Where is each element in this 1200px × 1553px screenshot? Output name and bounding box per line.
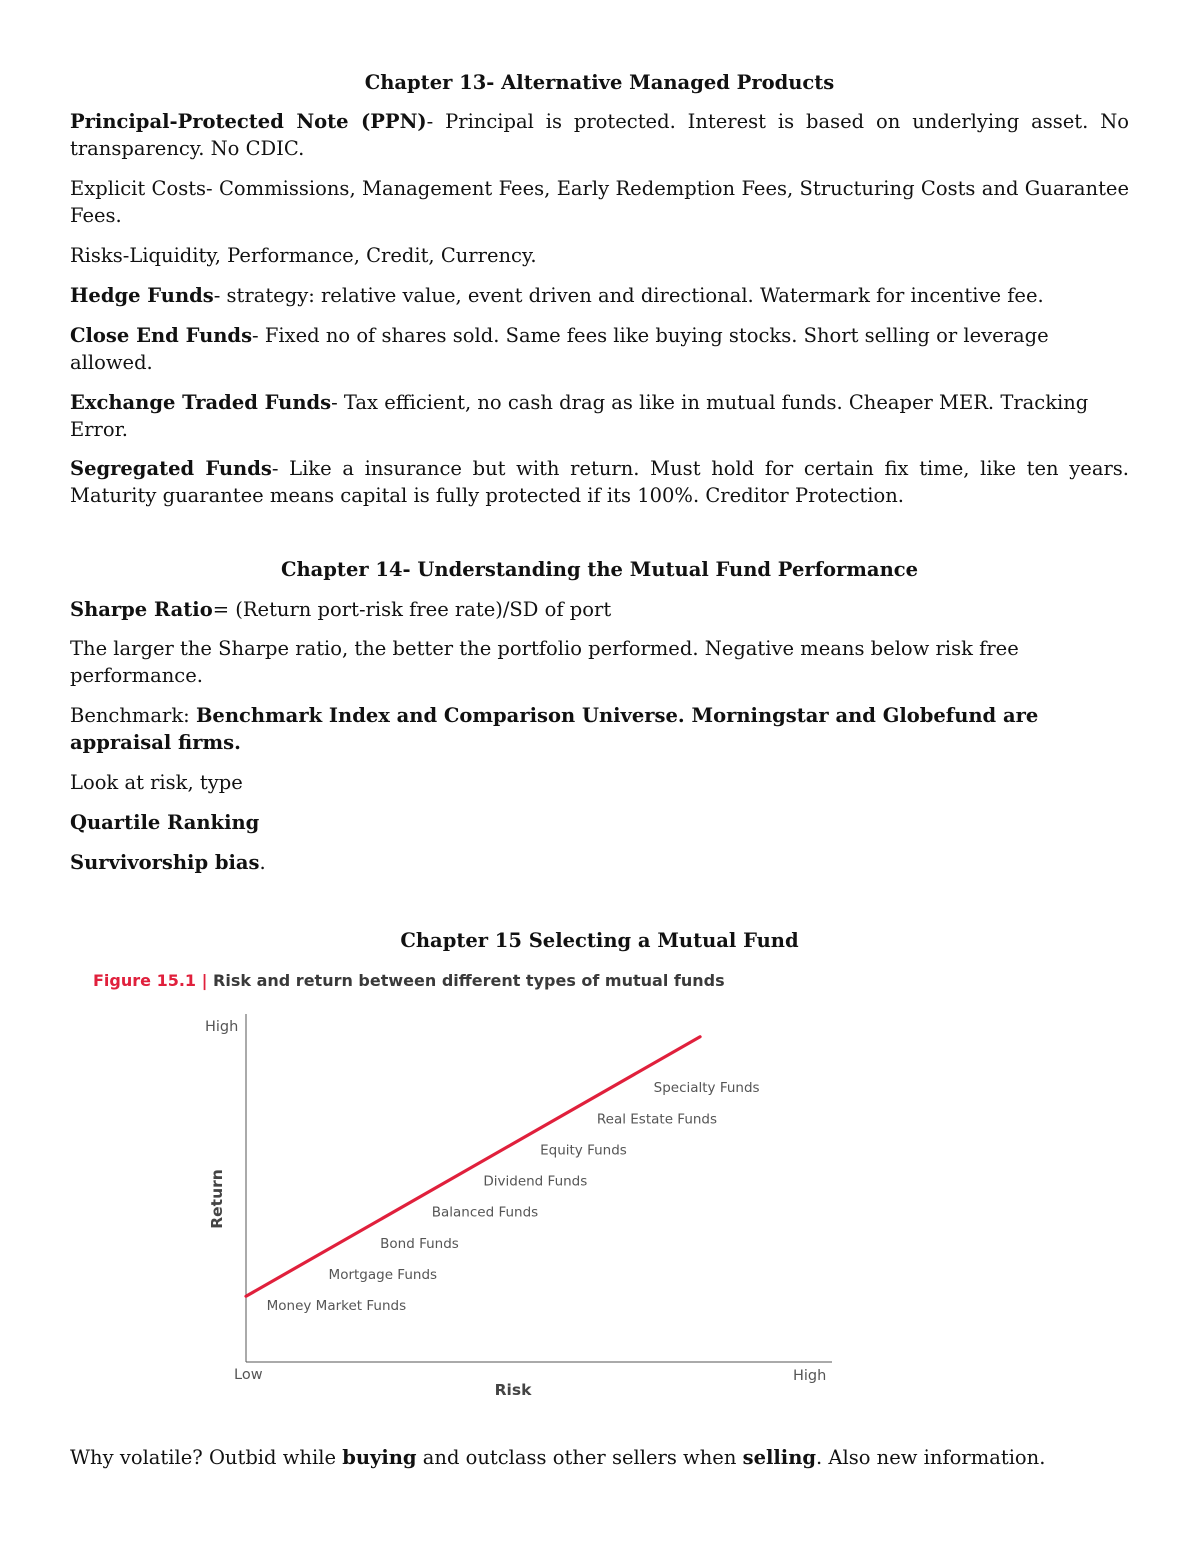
chapter-15-title: Chapter 15 Selecting a Mutual Fund (400, 928, 799, 952)
point-label-balanced-funds: Balanced Funds (431, 1204, 539, 1221)
risks-paragraph: Risks-Liquidity, Performance, Credit, Currency. (70, 243, 537, 267)
point-label-specialty-funds: Specialty Funds (653, 1080, 760, 1097)
volatile-paragraph (70, 1445, 1129, 1472)
volatile-e: . Also new information. (816, 1446, 1046, 1469)
figure-separator: | (201, 971, 208, 991)
volatile-a: Why volatile? Outbid while (70, 1446, 343, 1469)
y-axis-title: Return (208, 1169, 226, 1229)
point-label-dividend-funds: Dividend Funds (483, 1173, 588, 1190)
survivorship-tail: . (259, 850, 266, 874)
explicit-costs-paragraph: Explicit Costs- Commissions, Management Fees, Early Redemption Fees, Structuring Costs and Guarantee Fees. (70, 177, 1129, 228)
sharpe-text: = (Return port-risk free rate)/SD of port (212, 597, 612, 621)
hedge-funds-term: Hedge Funds (70, 283, 214, 307)
closed-end-paragraph (70, 323, 1129, 377)
risk-return-chart (70, 990, 1129, 1440)
hedge-funds-text: - strategy: relative value, event driven and directional. Watermark for incentive fee. (213, 283, 1044, 307)
point-label-equity-funds: Equity Funds (540, 1142, 627, 1159)
benchmark-lead: Benchmark: (70, 704, 196, 728)
point-label-real-estate-funds: Real Estate Funds (596, 1111, 718, 1128)
closed-end-text: - Fixed no of shares sold. Same fees like buying stocks. Short selling or leverage allowed. (70, 323, 1049, 374)
point-label-money-market-funds: Money Market Funds (266, 1298, 407, 1315)
quartile-term: Quartile Ranking (70, 811, 260, 834)
volatile-selling: selling (742, 1446, 817, 1469)
y-tick-high: High (205, 1019, 239, 1036)
sharpe-paragraph (70, 597, 1129, 624)
closed-end-term: Close End Funds (70, 323, 253, 347)
etf-term: Exchange Traded Funds (70, 390, 332, 414)
ppn-paragraph (70, 109, 1129, 163)
volatile-buying: buying (342, 1446, 417, 1469)
x-axis-title: Risk (494, 1381, 532, 1400)
look-at-risk-paragraph: Look at risk, type (70, 771, 243, 795)
figure-number: Figure 15.1 (93, 971, 197, 991)
risk-return-line (246, 1037, 700, 1297)
sharpe-term: Sharpe Ratio (70, 597, 213, 621)
chapter-14-title: Chapter 14- Understanding the Mutual Fund Performance (280, 558, 919, 582)
volatile-c: and outclass other sellers when (416, 1446, 743, 1469)
document-page (70, 70, 1129, 1440)
segregated-funds-term: Segregated Funds (70, 457, 272, 481)
point-label-mortgage-funds: Mortgage Funds (328, 1267, 438, 1284)
figure-caption-text: Risk and return between different types of mutual funds (213, 971, 725, 991)
x-tick-high: High (793, 1368, 827, 1385)
survivorship-term: Survivorship bias (70, 850, 260, 874)
survivorship-paragraph (70, 850, 1129, 877)
etf-text: - Tax efficient, no cash drag as like in mutual funds. Cheaper MER. Tracking Error. (70, 390, 1089, 441)
hedge-funds-paragraph (70, 283, 1129, 310)
ppn-text: - Principal is protected. Interest is based on underlying asset. No transparency. No CDIC. (70, 110, 1129, 161)
sharpe-larger-paragraph: The larger the Sharpe ratio, the better the portfolio performed. Negative means below risk free performance. (70, 637, 1019, 688)
chapter-13-title: Chapter 13- Alternative Managed Products (364, 71, 835, 94)
etf-paragraph (70, 390, 1129, 444)
x-tick-low: Low (234, 1367, 263, 1384)
segregated-funds-paragraph (70, 456, 1129, 510)
point-label-bond-funds: Bond Funds (380, 1235, 459, 1252)
segregated-funds-text: - Like a insurance but with return. Must hold for certain fix time, like ten years. Maturity guarantee means capital is fully protected if its 100%. Creditor Protection. (70, 457, 1129, 508)
benchmark-paragraph (70, 703, 1129, 757)
chart-svg (70, 990, 1129, 1440)
quartile-paragraph (70, 810, 1129, 837)
figure-caption (93, 971, 1129, 990)
benchmark-bold: Benchmark Index and Comparison Universe. Morningstar and Globefund are appraisal firms. (70, 704, 1039, 755)
ppn-term: Principal-Protected Note (PPN) (70, 110, 427, 134)
